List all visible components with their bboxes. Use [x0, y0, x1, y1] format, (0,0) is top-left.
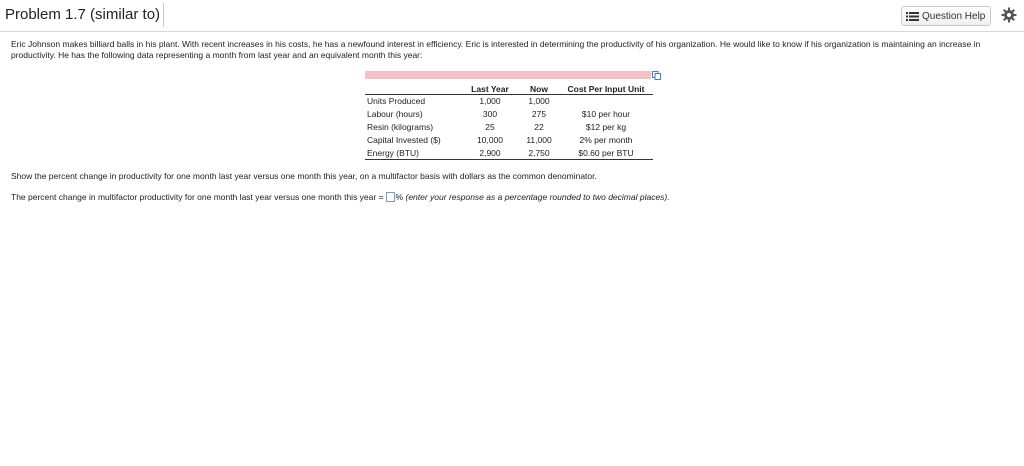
row-cost	[559, 95, 653, 108]
row-now: 11,000	[526, 135, 552, 146]
row-now: 2,750	[519, 147, 559, 160]
row-cost: 2% per month	[579, 135, 633, 146]
answer-input[interactable]	[386, 192, 395, 202]
table-row	[365, 108, 653, 121]
row-label: Resin (kilograms)	[367, 122, 434, 133]
table-header-row	[365, 82, 653, 95]
row-label: Energy (BTU)	[365, 147, 461, 160]
copy-icon[interactable]	[652, 71, 661, 80]
question-help-label: Question Help	[922, 11, 986, 22]
row-last-year: 10,000	[477, 135, 503, 146]
productivity-data-table	[365, 82, 653, 160]
header-cost-per-input: Cost Per Input Unit	[559, 82, 653, 95]
row-last-year: 25	[485, 122, 495, 133]
row-label: Capital Invested ($)	[367, 135, 441, 146]
row-now: 275	[531, 109, 547, 120]
header-last-year: Last Year	[461, 82, 519, 95]
problem-title: Problem 1.7 (similar to)	[2, 3, 164, 27]
problem-header	[0, 0, 1024, 32]
header-now: Now	[519, 82, 559, 95]
row-last-year: 2,900	[461, 147, 519, 160]
table-caption-bar	[365, 71, 651, 79]
table-row	[365, 95, 653, 108]
list-icon	[906, 12, 919, 21]
header-blank	[365, 82, 461, 95]
table-row	[365, 121, 653, 134]
row-now: 1,000	[528, 96, 550, 107]
problem-statement: Eric Johnson makes billiard balls in his plant. With recent increases in his costs, he has a newfound interest in efficiency. Eric is interested in determining the productivity of his organization. He would like to know if his organization is maintaining an increase in productivity. He has the following data representing a month from last year and an equivalent month this year:	[11, 39, 981, 60]
answer-prefix: The percent change in multifactor productivity for one month last year versus one month this year =	[11, 192, 384, 202]
table-row	[365, 134, 653, 147]
row-last-year: 300	[482, 109, 498, 120]
answer-line	[11, 192, 670, 202]
row-label: Labour (hours)	[367, 109, 423, 120]
row-now: 22	[534, 122, 544, 133]
row-label: Units Produced	[367, 96, 426, 107]
row-cost: $0.60 per BTU	[559, 147, 653, 160]
row-cost: $10 per hour	[581, 109, 631, 120]
gear-icon[interactable]	[1001, 7, 1017, 23]
question-help-button[interactable]	[901, 6, 991, 26]
percent-symbol: %	[395, 192, 404, 202]
question-prompt: Show the percent change in productivity for one month last year versus one month this year, on a multifactor basis with dollars as the common denominator.	[11, 171, 597, 181]
table-row	[365, 147, 653, 160]
row-last-year: 1,000	[479, 96, 501, 107]
answer-hint: (enter your response as a percentage rounded to two decimal places).	[405, 192, 670, 202]
row-cost: $12 per kg	[585, 122, 627, 133]
